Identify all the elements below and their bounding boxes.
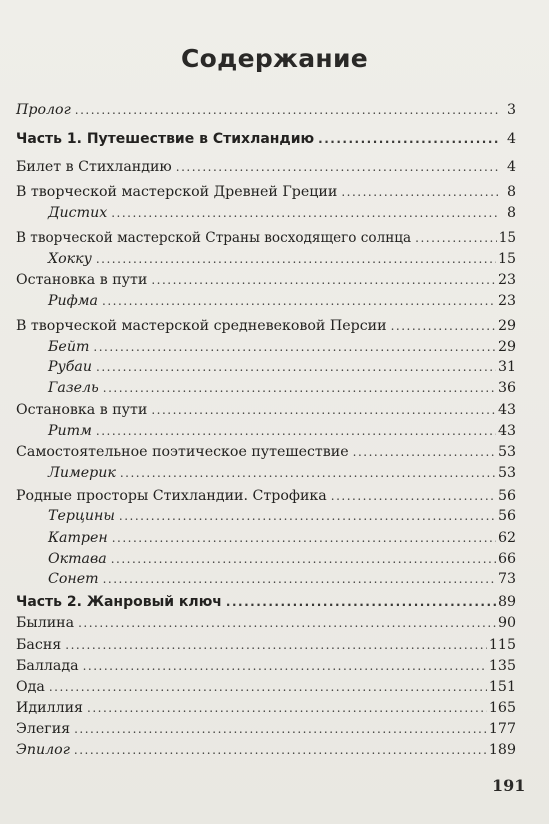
toc-subentry — [16, 204, 516, 223]
toc-entry — [16, 317, 516, 336]
dot-leader — [111, 550, 496, 569]
toc-entry — [16, 401, 516, 420]
toc-entry-page: 62 — [497, 530, 516, 546]
toc-entry-page: 56 — [497, 488, 516, 504]
toc-entry-title: Лимерик — [48, 465, 116, 481]
toc-entry-title: Басня — [16, 637, 62, 653]
dot-leader — [112, 529, 496, 548]
dot-leader — [111, 204, 498, 223]
toc-entry-title: В творческой мастерской Страны восходящего солнца — [16, 230, 412, 246]
toc-entry-page: 151 — [488, 679, 516, 695]
toc-entry-title: Газель — [48, 380, 99, 396]
dot-leader — [87, 699, 487, 718]
toc-entry-page: 53 — [497, 465, 516, 481]
dot-leader — [119, 507, 496, 526]
toc-subentry — [16, 422, 516, 441]
toc-subentry — [16, 507, 516, 526]
toc-entry-page: 189 — [488, 742, 516, 758]
toc-entry-page: 4 — [506, 131, 516, 147]
dot-leader — [226, 593, 496, 612]
toc-entry-title: Остановка в пути — [16, 402, 148, 418]
dot-leader — [75, 101, 498, 120]
toc-entry-title: Идиллия — [16, 700, 83, 716]
dot-leader — [49, 678, 487, 697]
toc-entry-title: В творческой мастерской Древней Греции — [16, 184, 338, 200]
dot-leader — [65, 636, 487, 655]
toc-entry — [16, 487, 516, 506]
toc-entry-page: 43 — [497, 402, 516, 418]
dot-leader — [103, 570, 496, 589]
toc-part-heading — [16, 593, 516, 612]
toc-entry-title: Рифма — [48, 293, 99, 309]
toc-entry-title: Пролог — [16, 102, 71, 118]
toc-entry-page: 89 — [497, 594, 516, 610]
toc-entry-page: 4 — [506, 159, 516, 175]
dot-leader — [391, 317, 496, 336]
toc-entry-page: 31 — [497, 359, 516, 375]
dot-leader — [74, 720, 487, 739]
toc-entry-page: 15 — [497, 251, 516, 267]
toc-entry — [16, 614, 516, 633]
dot-leader — [96, 250, 496, 269]
toc-entry-title: Бейт — [48, 339, 90, 355]
toc-entry — [16, 271, 516, 290]
toc-entry-title: Рубаи — [48, 359, 93, 375]
toc-subentry — [16, 358, 516, 377]
toc-entry — [16, 699, 516, 718]
toc-entry-title: Часть 2. Жанровый ключ — [16, 594, 222, 610]
toc-entry-page: 165 — [488, 700, 516, 716]
dot-leader — [120, 464, 496, 483]
toc-entry — [16, 678, 516, 697]
toc-subentry — [16, 529, 516, 548]
toc-entry-page: 8 — [506, 205, 516, 221]
toc-entry-title: Самостоятельное поэтическое путешествие — [16, 444, 349, 460]
page-title: Содержание — [180, 44, 369, 73]
dot-leader — [151, 401, 496, 420]
toc-entry-title: Хокку — [48, 251, 92, 267]
toc-entry-title: Дистих — [48, 205, 108, 221]
toc-subentry — [16, 464, 516, 483]
toc-entry-page: 56 — [497, 508, 516, 524]
toc-subentry — [16, 292, 516, 311]
dot-leader — [103, 379, 496, 398]
toc-entry-title: Эпилог — [16, 742, 70, 758]
toc-entry-page: 66 — [497, 551, 516, 567]
toc-entry-title: Октава — [48, 551, 107, 567]
toc-entry-title: Ода — [16, 679, 45, 695]
dot-leader — [78, 614, 496, 633]
toc-subentry — [16, 550, 516, 569]
toc-entry-page: 8 — [506, 184, 516, 200]
toc-entry-page: 43 — [497, 423, 516, 439]
toc-entry-page: 177 — [488, 721, 516, 737]
toc-entry-page: 53 — [497, 444, 516, 460]
dot-leader — [341, 183, 498, 202]
dot-leader — [96, 422, 496, 441]
dot-leader — [353, 443, 496, 462]
toc-entry — [16, 720, 516, 739]
toc-entry-title: Баллада — [16, 658, 79, 674]
dot-leader — [93, 338, 496, 357]
toc-entry — [16, 101, 516, 120]
toc-entry-title: Часть 1. Путешествие в Стихландию — [16, 131, 315, 147]
toc-entry-page: 23 — [497, 293, 516, 309]
toc-entry — [16, 657, 516, 676]
toc-subentry — [16, 250, 516, 269]
toc-entry-title: В творческой мастерской средневековой Персии — [16, 318, 387, 334]
dot-leader — [176, 158, 498, 177]
page-number: 191 — [492, 776, 526, 795]
dot-leader — [74, 741, 487, 760]
toc-part-heading — [16, 130, 516, 149]
toc-entry-page: 115 — [488, 637, 516, 653]
toc-entry — [16, 183, 516, 202]
toc-subentry — [16, 379, 516, 398]
toc-entry-page: 36 — [497, 380, 516, 396]
toc-entry-page: 15 — [498, 230, 516, 246]
dot-leader — [331, 487, 496, 506]
toc-entry-title: Катрен — [48, 530, 108, 546]
toc-entry — [16, 636, 516, 655]
toc-entry — [16, 741, 516, 760]
toc-entry-title: Ритм — [48, 423, 92, 439]
toc-subentry — [16, 338, 516, 357]
toc-entry-title: Сонет — [48, 571, 99, 587]
toc-entry — [16, 158, 516, 177]
toc-entry-page: 135 — [488, 658, 516, 674]
toc-entry-page: 3 — [506, 102, 516, 118]
toc-entry — [16, 229, 516, 248]
toc-entry-page: 23 — [497, 272, 516, 288]
toc-entry-page: 73 — [497, 571, 516, 587]
dot-leader — [151, 271, 496, 290]
toc-entry-page: 90 — [497, 615, 516, 631]
toc-entry-page: 29 — [497, 318, 516, 334]
dot-leader — [102, 292, 496, 311]
dot-leader — [83, 657, 487, 676]
toc-entry-title: Былина — [16, 615, 75, 631]
toc-entry-title: Билет в Стихландию — [16, 159, 172, 175]
toc-subentry — [16, 570, 516, 589]
dot-leader — [415, 229, 497, 248]
toc-entry — [16, 443, 516, 462]
toc-entry-title: Элегия — [16, 721, 71, 737]
toc-entry-title: Остановка в пути — [16, 272, 148, 288]
dot-leader — [96, 358, 496, 377]
toc-entry-title: Терцины — [48, 508, 115, 524]
toc-entry-page: 29 — [497, 339, 516, 355]
toc-entry-title: Родные просторы Стихландии. Строфика — [16, 488, 327, 504]
dot-leader — [318, 130, 498, 149]
